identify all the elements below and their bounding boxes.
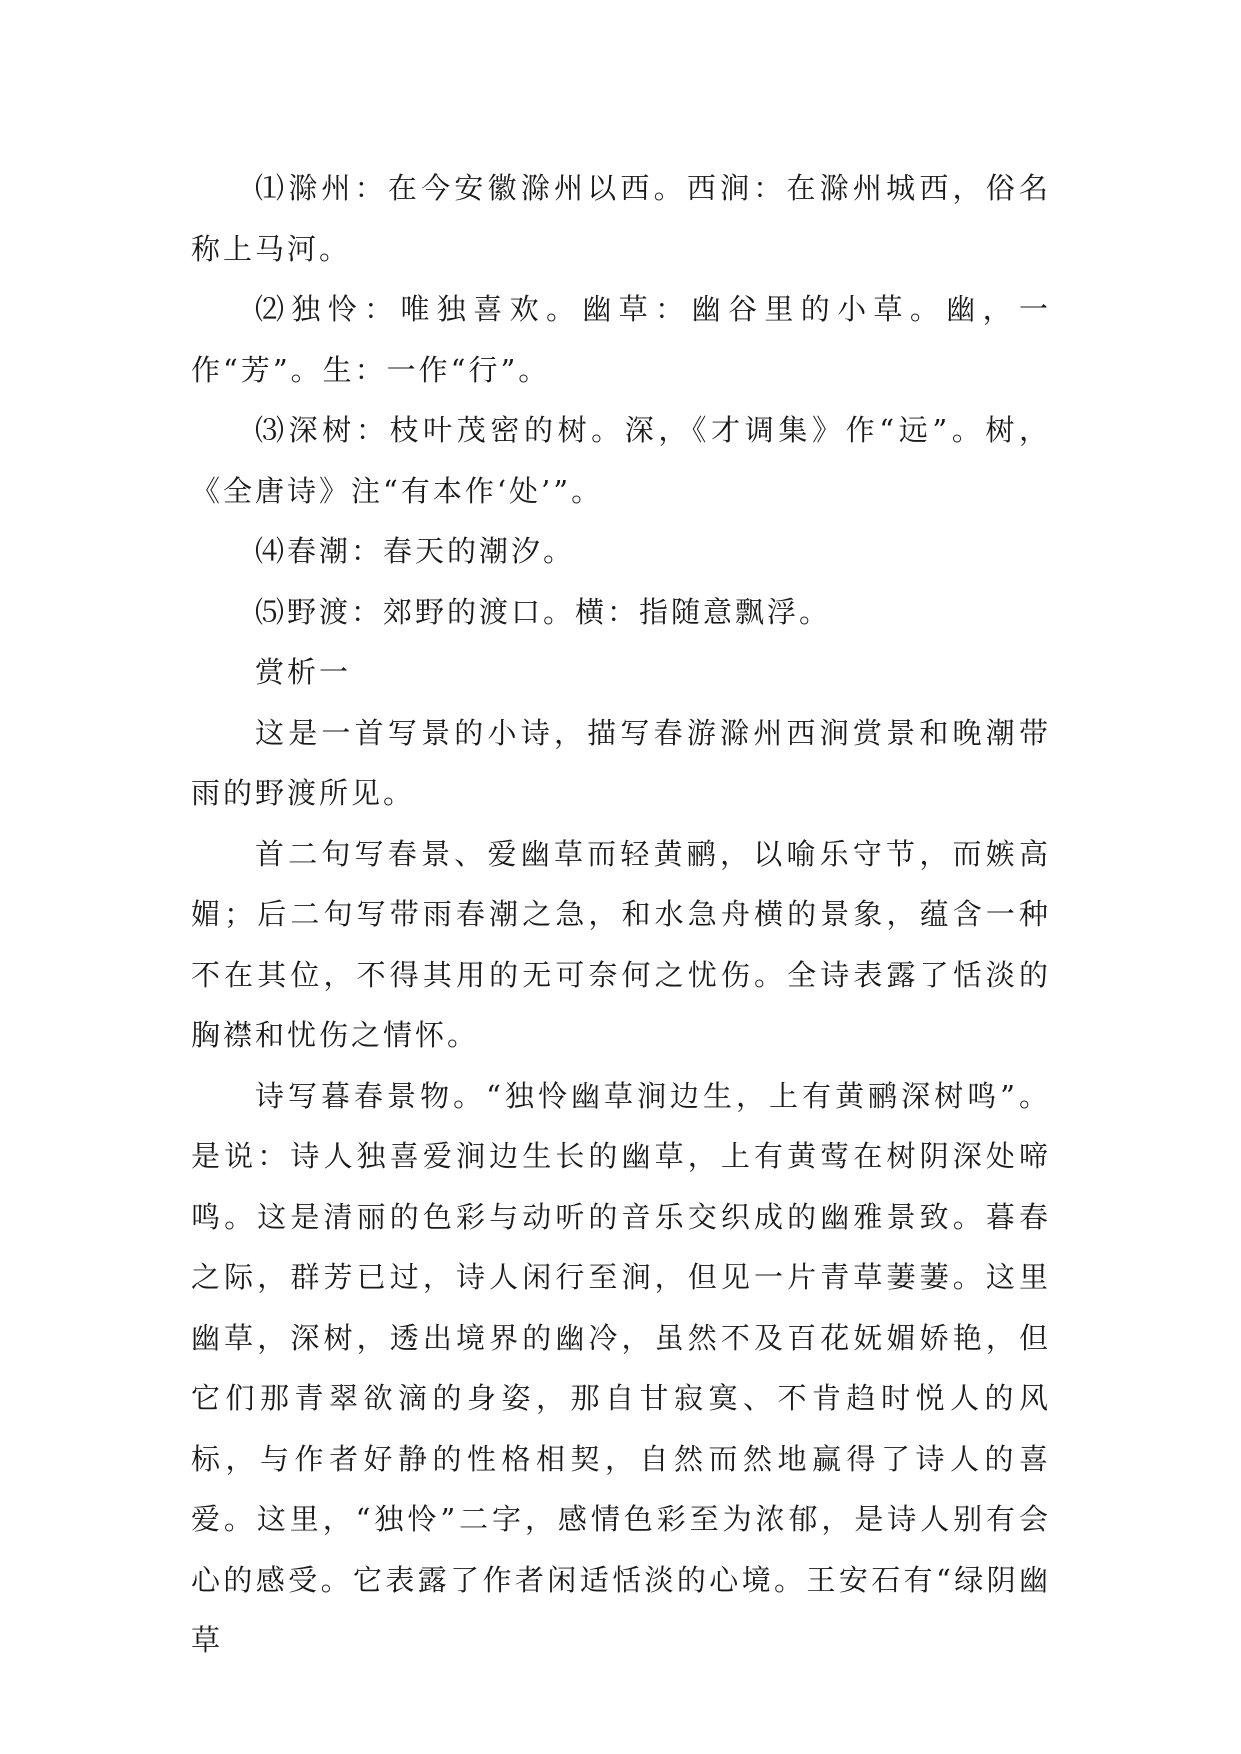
note-5: ⑸野渡：郊野的渡口。横：指随意飘浮。 (255, 594, 832, 629)
note-2: ⑵独怜：唯独喜欢。幽草：幽谷里的小草。幽，一作“芳”。生：一作“行”。 (191, 292, 1051, 387)
paragraph: 这是一首写景的小诗，描写春游滁州西涧赏景和晚潮带雨的野渡所见。 (191, 715, 1051, 810)
note-4: ⑷春潮：春天的潮汐。 (255, 534, 576, 568)
paragraph: 首二句写春景、爱幽草而轻黄鹂，以喻乐守节，而嫉高媚；后二句写带雨春潮之急，和水急舟横的景象，蕴含一种不在其位，不得其用的无可奈何之忧伤。全诗表露了恬淡的胸襟和忧伤之情怀。 (191, 836, 1051, 1052)
body-text (191, 158, 1051, 1671)
paragraph: 诗写暮春景物。“独怜幽草涧边生，上有黄鹂深树鸣”。是说：诗人独喜爱涧边生长的幽草，上有黄莺在树阴深处啼鸣。这是清丽的色彩与动听的音乐交织成的幽雅景致。暮春之际，群芳已过，诗人闲行至涧，但见一片青草萋萋。这里幽草，深树，透出境界的幽冷，虽然不及百花妩媚娇艳，但它们那青翠欲滴的身姿，那自甘寂寞、不肯趋时悦人的风标，与作者好静的性格相契，自然而然地赢得了诗人的喜爱。这里，“独怜”二字，感情色彩至为浓郁，是诗人别有会心的感受。它表露了作者闲适恬淡的心境。王安石有“绿阴幽草 (191, 1078, 1051, 1657)
section-heading: 赏析一 (255, 655, 352, 689)
note-1: ⑴滁州：在今安徽滁州以西。西涧：在滁州城西，俗名称上马河。 (191, 171, 1051, 266)
note-3: ⑶深树：枝叶茂密的树。深，《才调集》作“远”。树，《全唐诗》注“有本作‘处’”。 (191, 413, 1051, 508)
